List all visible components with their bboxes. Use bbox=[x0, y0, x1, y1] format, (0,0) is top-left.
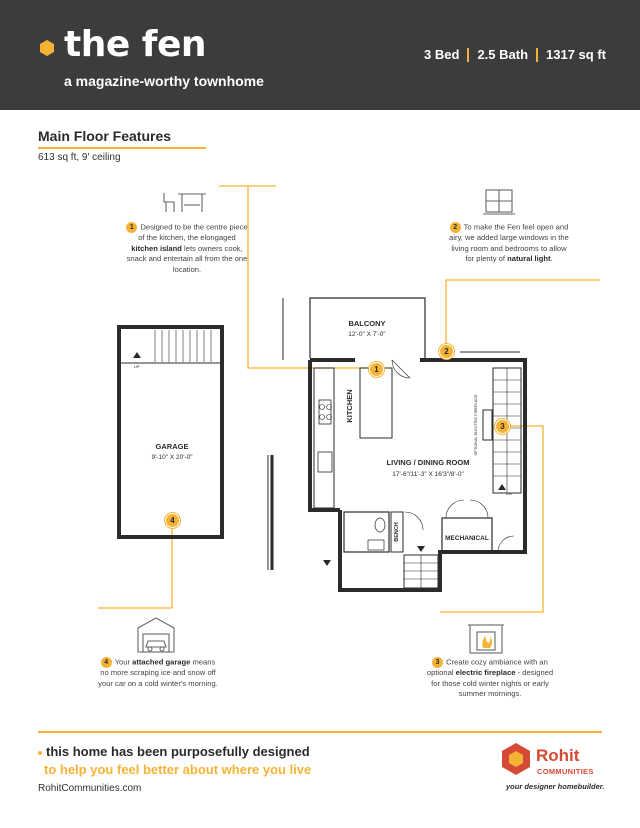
callout-attached-garage: 4 Your attached garage means no more scraping ice and snow off your car on a cold winter's morning. bbox=[98, 657, 218, 688]
fireplace-label: OPTIONAL ELECTRIC FIREPLACE bbox=[474, 394, 478, 456]
bench-label: BENCH bbox=[394, 522, 400, 542]
living-dining-label: LIVING / DINING ROOM bbox=[386, 458, 470, 467]
kitchen-label: KITCHEN bbox=[345, 389, 354, 423]
bullet-icon bbox=[38, 751, 42, 755]
balcony-dimensions: 12'-0" X 7'-0" bbox=[348, 331, 386, 338]
marker-3: 3 bbox=[495, 419, 510, 434]
living-dining-dimensions: 17'-6"/11'-3" X 16'3"/8'-0" bbox=[392, 471, 464, 478]
page-title: the fen bbox=[64, 24, 206, 65]
callout-electric-fireplace: 3 Create cozy ambiance with an optional electric fireplace - designed for those cold winter nights or early summer mornings. bbox=[426, 657, 554, 698]
garage-label: GARAGE bbox=[155, 442, 189, 451]
spec-bed: 3 Bed bbox=[424, 47, 460, 62]
fireplace-icon bbox=[468, 625, 504, 653]
callout-kitchen-island: 1 Designed to be the centre piece of the kitchen, the elongaged kitchen island lets owners cook, snack and entertain all from the one location. bbox=[126, 222, 248, 274]
balcony-plan bbox=[310, 298, 425, 358]
stair-down-label: DN bbox=[506, 491, 512, 496]
marker-4: 4 bbox=[165, 513, 180, 528]
callout-number: 4 bbox=[101, 657, 112, 668]
logo-subtitle: COMMUNITIES bbox=[537, 767, 594, 776]
marker-2: 2 bbox=[439, 344, 454, 359]
marker-1: 1 bbox=[369, 362, 384, 377]
garage-dimensions: 9'-10" X 20'-0" bbox=[151, 454, 193, 461]
section-title: Main Floor Features bbox=[38, 128, 172, 144]
callout-number: 3 bbox=[432, 657, 443, 668]
footer-rule bbox=[38, 731, 602, 733]
footer-line-2: to help you feel better about where you live bbox=[44, 762, 312, 777]
garage-plan bbox=[119, 327, 222, 537]
website-link[interactable]: RohitCommunities.com bbox=[38, 783, 142, 794]
main-floor-walls bbox=[268, 298, 525, 590]
garage-stair-up-label: UP bbox=[134, 364, 140, 369]
callout-number: 2 bbox=[450, 222, 461, 233]
logo-tagline: your designer homebuilder. bbox=[506, 782, 605, 791]
window-icon bbox=[483, 190, 515, 214]
tagline: a magazine-worthy townhome bbox=[64, 73, 264, 89]
garage-icon bbox=[138, 618, 174, 652]
kitchen-island-icon bbox=[164, 193, 206, 212]
spec-area: 1317 sq ft bbox=[546, 47, 606, 62]
callout-natural-light: 2 To make the Fen feel open and airy, we added large windows in the living room and bedrooms to allow for plenty of natural light. bbox=[449, 222, 569, 263]
mechanical-label: MECHANICAL bbox=[445, 535, 489, 542]
section-subtitle: 613 sq ft, 9' ceiling bbox=[38, 152, 121, 163]
footer-line-1: this home has been purposefully designed bbox=[38, 744, 310, 759]
callout-number: 1 bbox=[126, 222, 137, 233]
spec-bath: 2.5 Bath bbox=[477, 47, 529, 62]
logo-name: Rohit bbox=[536, 746, 580, 765]
balcony-label: BALCONY bbox=[348, 319, 386, 328]
